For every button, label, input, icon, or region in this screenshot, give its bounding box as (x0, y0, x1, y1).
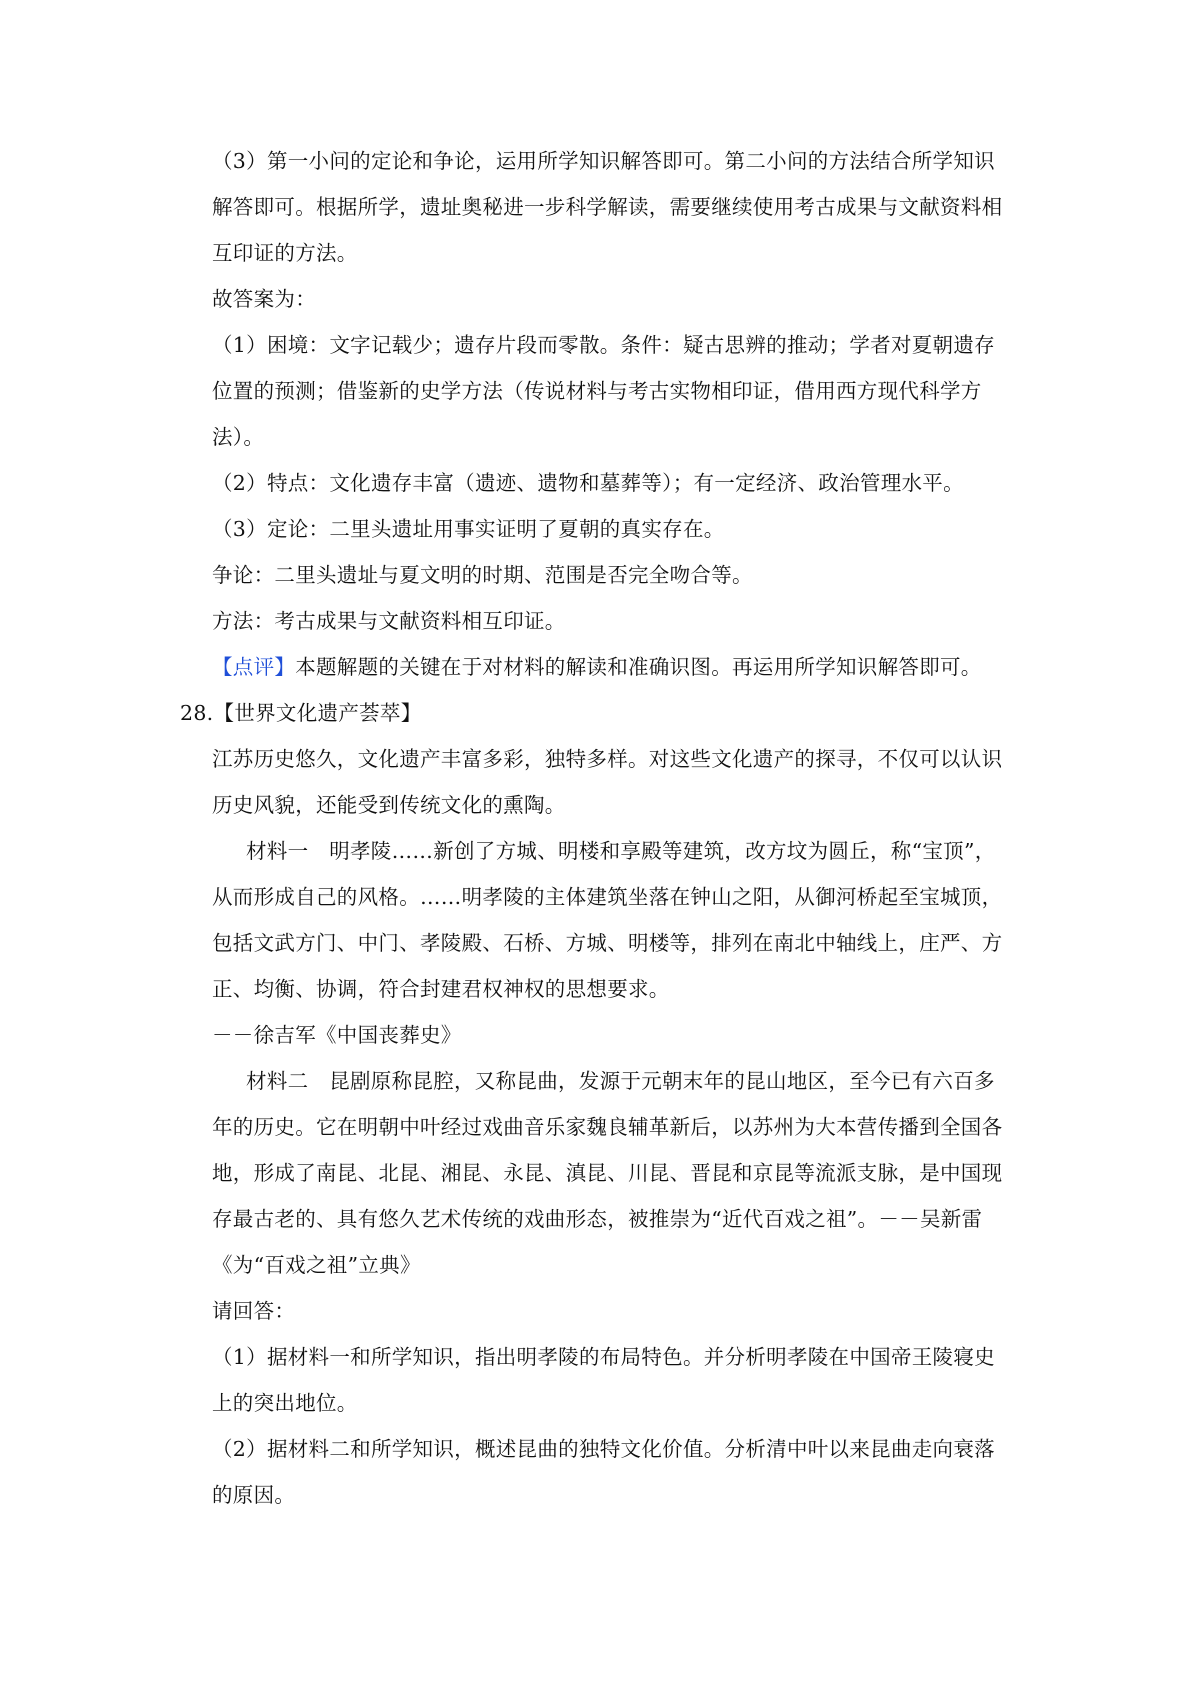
subquestion-1-line1: （1）据材料一和所学知识，指出明孝陵的布局特色。并分析明孝陵在中国帝王陵寝史 (212, 1345, 995, 1369)
material-1-line3: 包括文武方门、中门、孝陵殿、石桥、方城、明楼等，排列在南北中轴线上，庄严、方 (212, 931, 1003, 955)
subquestion-2-line2: 的原因。 (212, 1483, 296, 1507)
material-1-line4: 正、均衡、协调，符合封建君权神权的思想要求。 (212, 977, 670, 1001)
question-number: 28. (180, 701, 214, 725)
analysis-p3-line1: （3）第一小问的定论和争论，运用所学知识解答即可。第二小问的方法结合所学知识 (212, 149, 995, 173)
answer-heading: 故答案为： (212, 287, 316, 311)
intro-line2: 历史风貌，还能受到传统文化的熏陶。 (212, 793, 566, 817)
material-1-line2: 从而形成自己的风格。……明孝陵的主体建筑坐落在钟山之阳，从御河桥起至宝城顶， (212, 885, 1003, 909)
question-28-header (180, 700, 422, 726)
comment (212, 654, 982, 680)
answer-3-method: 方法：考古成果与文献资料相互印证。 (212, 609, 566, 633)
material-2-line4: 存最古老的、具有悠久艺术传统的戏曲形态，被推崇为“近代百戏之祖”。－－吴新雷 (212, 1207, 983, 1231)
material-1-source: －－徐吉军《中国丧葬史》 (212, 1023, 462, 1047)
comment-tag: 【点评】 (212, 655, 296, 679)
intro-line1: 江苏历史悠久，文化遗产丰富多彩，独特多样。对这些文化遗产的探寻，不仅可以认识 (212, 747, 1003, 771)
material-2-line2: 年的历史。它在明朝中叶经过戏曲音乐家魏良辅革新后，以苏州为大本营传播到全国各 (212, 1115, 1003, 1139)
material-1-line1: 材料一 明孝陵……新创了方城、明楼和享殿等建筑，改方坟为圆丘，称“宝顶”， (246, 839, 996, 863)
answer-3: （3）定论：二里头遗址用事实证明了夏朝的真实存在。 (212, 517, 725, 541)
subquestion-1-line2: 上的突出地位。 (212, 1391, 358, 1415)
subquestion-2-line1: （2）据材料二和所学知识，概述昆曲的独特文化价值。分析清中叶以来昆曲走向衰落 (212, 1437, 995, 1461)
answer-1-line3: 法）。 (212, 425, 265, 449)
material-2-line1: 材料二 昆剧原称昆腔，又称昆曲，发源于元朝末年的昆山地区，至今已有六百多 (246, 1069, 995, 1093)
answer-2: （2）特点：文化遗存丰富（遗迹、遗物和墓葬等）；有一定经济、政治管理水平。 (212, 471, 964, 495)
answer-1-line2: 位置的预测；借鉴新的史学方法（传说材料与考古实物相印证，借用西方现代科学方 (212, 379, 982, 403)
analysis-p3-line2: 解答即可。根据所学，遗址奥秘进一步科学解读，需要继续使用考古成果与文献资料相 (212, 195, 1003, 219)
material-2-line3: 地，形成了南昆、北昆、湘昆、永昆、滇昆、川昆、晋昆和京昆等流派支脉，是中国现 (212, 1161, 1003, 1185)
comment-text: 本题解题的关键在于对材料的解读和准确识图。再运用所学知识解答即可。 (295, 655, 982, 679)
prompt: 请回答： (212, 1299, 296, 1323)
answer-1-line1: （1）困境：文字记载少；遗存片段而零散。条件：疑古思辨的推动；学者对夏朝遗存 (212, 333, 995, 357)
answer-3-dispute: 争论：二里头遗址与夏文明的时期、范围是否完全吻合等。 (212, 563, 753, 587)
analysis-p3-line3: 互印证的方法。 (212, 241, 358, 265)
question-title: 【世界文化遗产荟萃】 (213, 701, 422, 725)
material-2-line5: 《为“百戏之祖”立典》 (212, 1253, 421, 1277)
